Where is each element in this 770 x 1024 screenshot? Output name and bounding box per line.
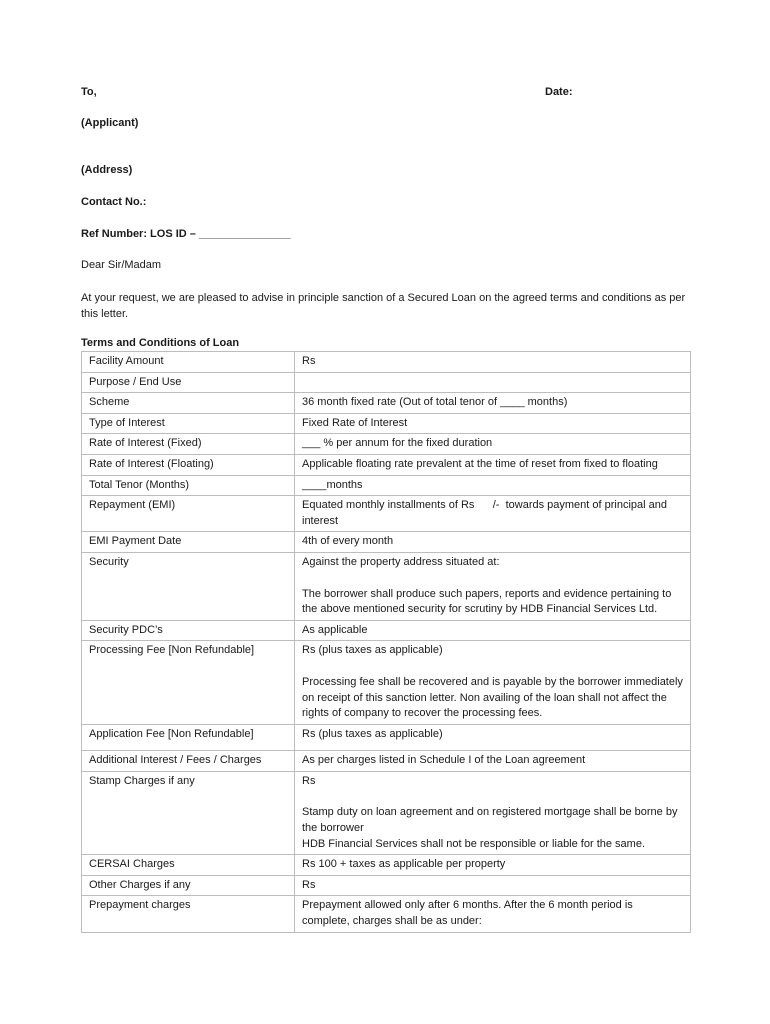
table-row	[82, 641, 691, 724]
row-label: Rate of Interest (Floating)	[82, 454, 295, 475]
spacer	[302, 571, 683, 587]
spacer	[302, 789, 683, 805]
row-label: EMI Payment Date	[82, 532, 295, 553]
row-value: Rs	[295, 352, 691, 373]
to-label: To,	[81, 86, 97, 98]
row-label: Additional Interest / Fees / Charges	[82, 751, 295, 772]
table-row	[82, 532, 691, 553]
row-value: Rs (plus taxes as applicable)	[295, 724, 691, 751]
row-value: Equated monthly installments of Rs /- towards payment of principal and interest	[295, 496, 691, 532]
row-value: As per charges listed in Schedule I of the Loan agreement	[295, 751, 691, 772]
row-value: Prepayment allowed only after 6 months. After the 6 month period is complete, charges shall be as under:	[295, 896, 691, 932]
row-value	[295, 372, 691, 393]
table-row	[82, 393, 691, 414]
terms-table	[81, 351, 691, 933]
table-row	[82, 875, 691, 896]
date-label: Date:	[545, 86, 573, 98]
intro-paragraph: At your request, we are pleased to advise in principle sanction of a Secured Loan on the agreed terms and conditions as per this letter.	[81, 292, 686, 320]
row-label: Rate of Interest (Fixed)	[82, 434, 295, 455]
row-label: Security PDC’s	[82, 620, 295, 641]
row-label: Purpose / End Use	[82, 372, 295, 393]
terms-title: Terms and Conditions of Loan	[81, 337, 240, 349]
contact-label: Contact No.:	[81, 196, 147, 208]
row-label: Other Charges if any	[82, 875, 295, 896]
row-label: Processing Fee [Non Refundable]	[82, 641, 295, 724]
address-label: (Address)	[81, 164, 133, 176]
row-label: Repayment (EMI)	[82, 496, 295, 532]
row-value-note: Processing fee shall be recovered and is payable by the borrower immediately on receipt of this sanction letter. Non availing of the loan shall not affect the rights of company to recover the processing fees.	[302, 675, 683, 720]
table-row	[82, 352, 691, 373]
row-value: Rs	[302, 774, 316, 787]
row-value: 4th of every month	[295, 532, 691, 553]
row-label: Scheme	[82, 393, 295, 414]
greeting: Dear Sir/Madam	[81, 259, 162, 271]
applicant-label: (Applicant)	[81, 117, 139, 129]
table-row	[82, 751, 691, 772]
ref-number: Ref Number: LOS ID – _______________	[81, 228, 291, 240]
table-row	[82, 496, 691, 532]
row-value: Rs 100 + taxes as applicable per property	[295, 855, 691, 876]
row-value-block	[295, 641, 691, 724]
row-label: Facility Amount	[82, 352, 295, 373]
row-value: ___ % per annum for the fixed duration	[295, 434, 691, 455]
row-label: Stamp Charges if any	[82, 771, 295, 854]
row-value-block	[295, 771, 691, 854]
table-row	[82, 413, 691, 434]
row-label: Total Tenor (Months)	[82, 475, 295, 496]
row-value-note: Stamp duty on loan agreement and on registered mortgage shall be borne by the borrower	[302, 806, 678, 835]
row-value: Rs (plus taxes as applicable)	[302, 644, 443, 657]
table-row	[82, 771, 691, 854]
row-value: 36 month fixed rate (Out of total tenor of ____ months)	[295, 393, 691, 414]
row-label: Type of Interest	[82, 413, 295, 434]
row-value: Rs	[295, 875, 691, 896]
row-label: CERSAI Charges	[82, 855, 295, 876]
table-row	[82, 896, 691, 932]
row-value: Against the property address situated at:	[302, 555, 500, 568]
row-value-note: HDB Financial Services shall not be responsible or liable for the same.	[302, 837, 645, 850]
spacer	[302, 659, 683, 675]
row-value-note: The borrower shall produce such papers, reports and evidence pertaining to the above mentioned security for scrutiny by HDB Financial Services Ltd.	[302, 587, 672, 616]
table-row	[82, 855, 691, 876]
table-row	[82, 475, 691, 496]
row-value: Applicable floating rate prevalent at the time of reset from fixed to floating	[295, 454, 691, 475]
row-value: As applicable	[295, 620, 691, 641]
table-row	[82, 620, 691, 641]
table-row	[82, 434, 691, 455]
table-row	[82, 724, 691, 751]
row-label: Security	[82, 552, 295, 620]
table-row	[82, 372, 691, 393]
row-value-block	[295, 552, 691, 620]
row-value: Fixed Rate of Interest	[295, 413, 691, 434]
row-label: Application Fee [Non Refundable]	[82, 724, 295, 751]
table-row	[82, 552, 691, 620]
row-value: ____months	[295, 475, 691, 496]
table-row	[82, 454, 691, 475]
row-label: Prepayment charges	[82, 896, 295, 932]
